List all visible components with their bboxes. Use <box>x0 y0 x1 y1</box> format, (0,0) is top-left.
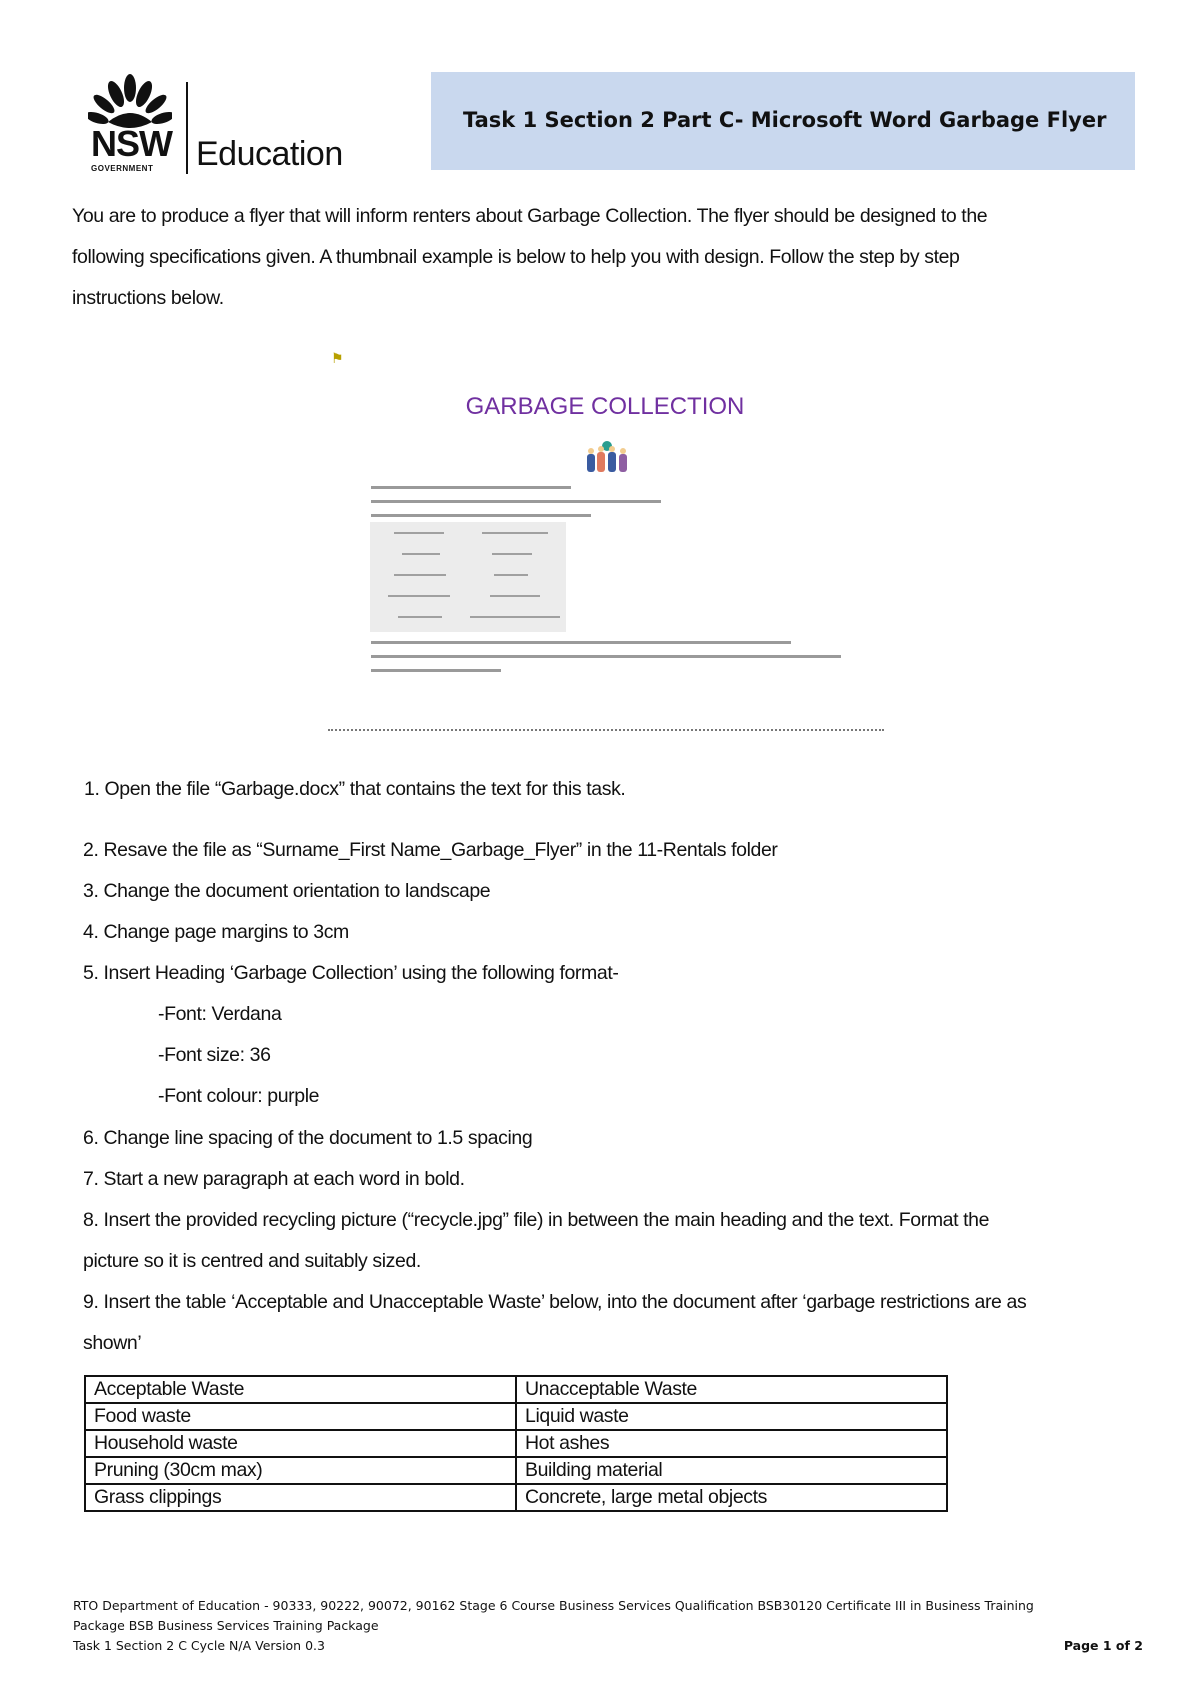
thumbnail-text-line <box>371 514 591 517</box>
page-number: Page 1 of 2 <box>1063 1638 1143 1653</box>
nsw-education-logo <box>88 74 353 174</box>
step-item: 3. Change the document orientation to landscape <box>83 880 491 902</box>
thumbnail-text-line <box>371 669 501 672</box>
table-cell: Pruning (30cm max) <box>85 1457 516 1484</box>
table-cell: Household waste <box>85 1430 516 1457</box>
step-item: 2. Resave the file as “Surname_First Name_Garbage_Flyer” in the 11-Rentals folder <box>83 839 778 861</box>
logo-government: GOVERNMENT <box>91 164 154 173</box>
step-item: 4. Change page margins to 3cm <box>83 921 349 943</box>
logo-education: Education <box>196 135 343 173</box>
table-row <box>85 1376 947 1403</box>
table-row <box>85 1457 947 1484</box>
step-subitem: -Font size: 36 <box>158 1044 271 1066</box>
step-subitem: -Font colour: purple <box>158 1085 320 1107</box>
page-footer <box>73 1596 1143 1656</box>
step-item: picture so it is centred and suitably sized. <box>83 1250 421 1272</box>
intro-paragraph <box>72 196 1122 319</box>
waste-table <box>84 1375 948 1512</box>
recycling-people-icon <box>583 440 631 474</box>
page-title: Task 1 Section 2 Part C- Microsoft Word Garbage Flyer <box>463 108 1107 132</box>
thumbnail-heading: GARBAGE COLLECTION <box>465 393 745 420</box>
step-item: shown’ <box>83 1332 142 1354</box>
footer-line: Package BSB Business Services Training Package <box>73 1618 379 1633</box>
table-cell: Grass clippings <box>85 1484 516 1511</box>
thumbnail-divider <box>328 729 884 731</box>
step-item: 6. Change line spacing of the document to 1.5 spacing <box>83 1127 533 1149</box>
footer-line: Task 1 Section 2 C Cycle N/A Version 0.3 <box>73 1638 325 1653</box>
step-item: 5. Insert Heading ‘Garbage Collection’ using the following format- <box>83 962 619 984</box>
table-cell: Hot ashes <box>516 1430 947 1457</box>
thumbnail-text-line <box>371 486 571 489</box>
step-subitem: -Font: Verdana <box>158 1003 282 1025</box>
table-row <box>85 1484 947 1511</box>
thumbnail-text-line <box>371 500 661 503</box>
table-row <box>85 1430 947 1457</box>
intro-line: following specifications given. A thumbnail example is below to help you with design. Follow the step by step <box>72 246 960 268</box>
footer-line: RTO Department of Education - 90333, 90222, 90072, 90162 Stage 6 Course Business Services Qualification BSB30120 Certificate III in Business Training <box>73 1598 1034 1613</box>
table-cell: Unacceptable Waste <box>516 1376 947 1403</box>
thumbnail-text-line <box>371 641 791 644</box>
table-cell: Acceptable Waste <box>85 1376 516 1403</box>
table-cell: Liquid waste <box>516 1403 947 1430</box>
step-item: 9. Insert the table ‘Acceptable and Unacceptable Waste’ below, into the document after ‘garbage restrictions are as <box>83 1291 1027 1313</box>
table-cell: Concrete, large metal objects <box>516 1484 947 1511</box>
title-banner <box>431 72 1135 170</box>
intro-line: instructions below. <box>72 287 224 309</box>
logo-nsw: NSW <box>91 123 172 164</box>
flyer-thumbnail <box>325 345 885 735</box>
step-item: 8. Insert the provided recycling picture (“recycle.jpg” file) in between the main heading and the text. Format the <box>83 1209 990 1231</box>
thumbnail-text-line <box>371 655 841 658</box>
table-row <box>85 1403 947 1430</box>
step-item: 7. Start a new paragraph at each word in bold. <box>83 1168 465 1190</box>
intro-line: You are to produce a flyer that will inform renters about Garbage Collection. The flyer should be designed to the <box>72 205 988 227</box>
table-cell: Food waste <box>85 1403 516 1430</box>
table-cell: Building material <box>516 1457 947 1484</box>
anchor-icon: ⚑ <box>331 350 344 366</box>
logo-divider <box>186 82 188 174</box>
thumbnail-table <box>370 522 566 632</box>
step-item: 1. Open the file “Garbage.docx” that contains the text for this task. <box>84 778 626 800</box>
